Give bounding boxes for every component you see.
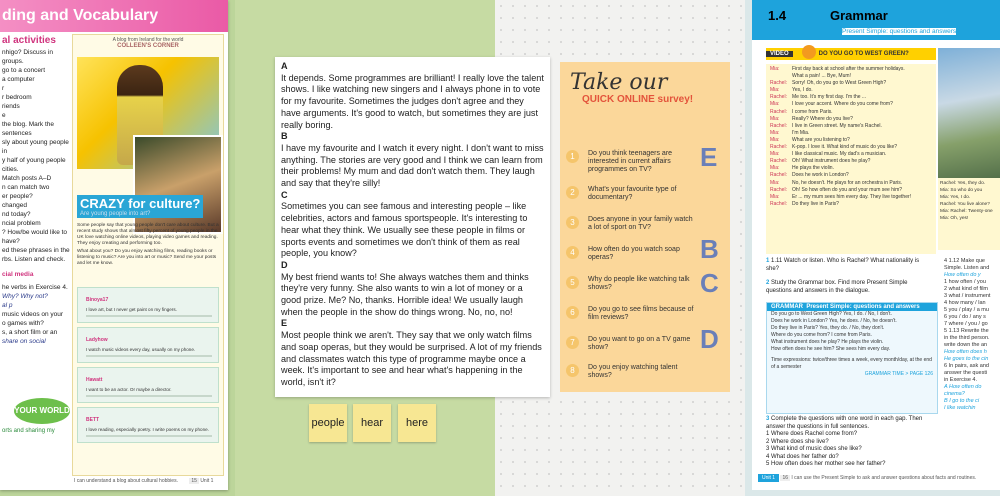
survey-title: Take our xyxy=(570,70,668,95)
section-label: A xyxy=(281,61,288,71)
text-line: go to a concert xyxy=(2,67,45,74)
survey-question xyxy=(566,364,696,380)
your-world-badge: YOUR WORLD xyxy=(14,398,70,424)
text-line: changed xyxy=(2,202,27,209)
question-column xyxy=(0,48,72,346)
question-text: Why do people like watching talk shows? xyxy=(588,276,690,291)
grammar-row: What instrument does he play? He plays the violin. xyxy=(771,339,884,345)
text-line: r bedroom xyxy=(2,94,32,101)
page-banner-title: ding and Vocabulary xyxy=(0,0,228,32)
question-number: 8 xyxy=(566,364,579,377)
dialogue-line: Rachel: K-pop. I love it. What kind of music do you like? xyxy=(770,144,898,151)
dialogue-line: Mia: Er ... my mum sees him every day. They live together! xyxy=(770,193,912,200)
survey-question xyxy=(566,306,696,322)
section-label: D xyxy=(281,259,288,270)
blog-header: A blog from Ireland for the world xyxy=(112,37,184,43)
survey-question xyxy=(566,246,696,262)
sticky-note-hear[interactable]: hear xyxy=(353,404,391,442)
dialogue-line: Mia: So who do you xyxy=(940,188,983,193)
blog-question: What about you? Do you enjoy watching films, reading books or listening to music? Are you into art or music? Send me your posts and let me know. xyxy=(77,249,217,266)
text-line: rbs. Listen and check. xyxy=(2,256,66,263)
dialogue-line: Mia: Yes, I do. xyxy=(770,87,813,94)
text-line: n can match two xyxy=(2,184,50,191)
footer-text: I can use the Present Simple to ask and answer questions about facts and routines. xyxy=(791,475,977,481)
dialogue-line: Rachel: Do they live in Paris? xyxy=(770,200,839,207)
page-number: 15 xyxy=(191,478,197,484)
dialogue-line: Mia: I love your accent. Where do you come from? xyxy=(770,101,893,108)
comment-author: Hawatt xyxy=(86,377,103,383)
text-line: y half of young people xyxy=(2,157,66,164)
dialogue-line: Rachel: Does he work in London? xyxy=(770,172,849,179)
video-label: VIDEO xyxy=(766,51,793,57)
question-text: Does anyone in your family watch a lot of sport on TV? xyxy=(588,216,693,231)
dialogue-line: Mia: He plays the violin. xyxy=(770,165,834,172)
section-text: Most people think we aren't. They say that we only watch films and soap operas, but they would be surprised. A lot of my friends and classmates watch this type of programme maybe once a week. It's important to see and hear what's happening in the world, isn't it? xyxy=(281,330,542,387)
text-line: s, a short film or an xyxy=(2,329,58,336)
museum-photo xyxy=(133,135,223,234)
dialogue-line: Mia: I'm Mia. xyxy=(770,129,810,136)
dialogue-line: Mia: Really? Where do you live? xyxy=(770,115,853,122)
page-number: 16 xyxy=(782,475,789,481)
survey-question xyxy=(566,150,696,174)
section-subheading: al activities xyxy=(2,35,56,46)
crazy-for-culture-title xyxy=(77,195,203,218)
video-title: DO YOU GO TO WEST GREEN? xyxy=(818,51,909,57)
dialogue-continuation xyxy=(938,178,1000,250)
text-line: e xyxy=(2,112,6,119)
comment-author: Ladyhow xyxy=(86,337,108,343)
exercise-item: 2 Where does she live? xyxy=(766,438,829,445)
question-number: 2 xyxy=(566,186,579,199)
section-text: It depends. Some programmes are brilliant! I really love the talent shows. I like watching new singers and I always phone in to vote for my favourite. Sometimes the judges don't agree and they have arguments. It's good to watch, but sometimes they are just really boring. xyxy=(281,72,544,130)
grammar-row: How often does he see him? She sees him every day. xyxy=(771,346,891,352)
question-text: Do you want to go on a TV game show? xyxy=(588,336,691,351)
comment-card xyxy=(77,407,219,443)
blog-panel xyxy=(72,34,224,476)
text-line: ed these phrases in the xyxy=(2,247,70,254)
text-line: ncial problem xyxy=(2,220,41,227)
survey-question xyxy=(566,216,696,232)
handwritten-answer: B xyxy=(700,234,719,264)
comment-card xyxy=(77,327,219,363)
exercise-1: 1 1.11 Watch or listen. Who is Rachel? What nationality is she? xyxy=(766,258,920,272)
exercise-item: 1 Where does Rachel come from? xyxy=(766,431,858,437)
survey-question xyxy=(566,276,696,292)
comment-author: BETT xyxy=(86,417,100,423)
exercise-item: 5 How often does her mother see her father? xyxy=(766,461,886,467)
footer-unit: Unit 1 xyxy=(758,474,779,482)
blog-corner-title: COLLEEN'S CORNER xyxy=(117,43,179,49)
footer-text: I can understand a blog about cultural hobbies. xyxy=(74,478,178,484)
grammar-row: Does he work in London? Yes, he does. / No, he doesn't. xyxy=(771,318,897,324)
dialogue-line: Mia: Yes, I do. xyxy=(940,195,971,200)
dialogue-line: Rachel: Oh! So how often do you and your mum see him? xyxy=(770,186,903,193)
grammar-row: Where do you come from? I come from Paris. xyxy=(771,332,872,338)
question-number: 6 xyxy=(566,306,579,319)
survey-subtitle: QUICK ONLINE survey! xyxy=(582,94,694,105)
grammar-box xyxy=(766,302,938,414)
dialogue-line: Rachel: Yes, they do. xyxy=(940,181,986,186)
handwritten-answer: D xyxy=(700,324,719,354)
section-label: E xyxy=(281,318,288,329)
text-line: nd today? xyxy=(2,211,31,218)
blog-body xyxy=(77,223,219,267)
question-text: How often do you watch soap operas? xyxy=(588,246,680,261)
survey-card[interactable] xyxy=(560,62,730,392)
page-footer xyxy=(752,474,1000,482)
survey-question xyxy=(566,336,696,352)
textbook-page-right[interactable] xyxy=(752,0,1000,490)
dialogue-line: Rachel: I come from Paris. xyxy=(770,108,833,115)
text-line: riends xyxy=(2,103,20,110)
right-column-exercises: 4 1.12 Make que Simple. Listen and How often do y 1 how often / you 2 what kind of film 3 what / instrument 4 how many / lan 5 you / play / a mu 6 you / do / any s 7 where / you / go 5 1.13 Rewrite the in the third person. write down the an How often does h He goes to the cin 6 In pairs, ask and answer the questi in Exercise 4. A How often do cinema? B I go to the ci I like watchin xyxy=(944,258,991,411)
text-line: the blog. Mark the sentences xyxy=(2,121,55,137)
dialogue-line: What a pain! ... Bye, Mum! xyxy=(792,73,851,80)
section-text: Sometimes you can see famous and interesting people – like celebrities, actors and famous sportspeople. It's interesting to hear what they think. We usually see these people in films or sports events and sometimes we don't think of them as real people, you know? xyxy=(281,201,528,259)
question-text: What's your favourite type of documentary? xyxy=(588,186,677,201)
question-number: 5 xyxy=(566,276,579,289)
grammar-row: Do they live in Paris? Yes, they do. / No, they don't. xyxy=(771,325,885,331)
grammar-box-title: GRAMMAR Present Simple: questions and answers xyxy=(767,303,937,311)
exercise-2: 2 Study the Grammar box. Find more Present Simple questions and answers in the dialogue. xyxy=(766,280,908,294)
exercise-3: 3 Complete the questions with one word in each gap. Then answer the questions in full sentences. 1 Where does Rachel come from? 2 Where does she live? 3 What kind of music does she like? 4 What does her father do? 5 How often does her mother see her father? xyxy=(766,416,931,469)
survey-question xyxy=(566,186,696,202)
exercise-item: 3 What kind of music does she like? xyxy=(766,446,862,452)
dialogue-line: Rachel: You live alone? xyxy=(940,202,990,207)
comment-text: I watch music videos every day, usually on my phone. xyxy=(86,347,196,352)
text-line: music videos on your xyxy=(2,311,64,318)
grammar-reference: GRAMMAR TIME > PAGE 126 xyxy=(864,371,933,377)
text-line: er people? xyxy=(2,193,33,200)
handwriting: Why? Why not? xyxy=(2,293,48,300)
section-label: B xyxy=(281,131,288,142)
handwritten-answer: E xyxy=(700,142,718,172)
text-line: o games with? xyxy=(2,320,44,327)
text-line: he verbs in Exercise 4. xyxy=(2,284,68,291)
comment-card xyxy=(77,287,219,323)
dialogue-line: Rachel: Me too. It's my first day. I'm the ... xyxy=(770,94,867,101)
text-line: a computer xyxy=(2,76,35,83)
question-number: 3 xyxy=(566,216,579,229)
video-strip xyxy=(766,48,936,60)
handwriting: share on social xyxy=(2,338,46,345)
reading-text-card[interactable] xyxy=(275,57,550,397)
grammar-row: Time expressions: twice/three times a week, every month/day, at the end of a semester xyxy=(771,357,932,370)
dialogue-line: Mia: No, he doesn't. He plays for an orchestra in Paris. xyxy=(770,179,903,186)
school-photo xyxy=(938,48,1000,178)
grammar-row: Do you go to West Green High? Yes, I do. / No, I don't. xyxy=(771,311,892,317)
text-line: ? How/be would like to have? xyxy=(2,229,68,245)
section-text: My best friend wants to! She always watches them and thinks they're very funny. She also wants to win a lot of money or a good prize. Me? No, thanks. Horrible idea! We usually laugh when the people in the show do things wrong. No, no, no! xyxy=(281,271,529,317)
text-line: sly about young people in xyxy=(2,139,69,155)
your-world-note: orts and sharing my xyxy=(2,428,55,434)
crazy-subtitle: Are young people into art? xyxy=(80,211,151,217)
question-number: 4 xyxy=(566,246,579,259)
crazy-title-text: CRAZY for culture? xyxy=(80,196,201,211)
comment-text: I want to be an actor. Or maybe a director. xyxy=(86,387,172,392)
lesson-subtitle: Present Simple: questions and answers xyxy=(842,28,957,35)
lesson-number: 1.4 xyxy=(768,8,787,23)
dialogue-line: Mia: I like classical music. My dad's a musician. xyxy=(770,151,887,158)
question-number: 7 xyxy=(566,336,579,349)
text-line: r xyxy=(2,85,5,92)
exercise-item: 4 What does her father do? xyxy=(766,453,839,460)
lesson-title: Grammar xyxy=(830,8,888,23)
text-line: Match posts A–D xyxy=(2,175,52,182)
comment-text: I love art, but I never get paint on my fingers. xyxy=(86,307,177,312)
dialogue-line: Rachel: I live in Green street. My name's Rachel. xyxy=(770,122,882,129)
dialogue-line: Rachel: Sorry! Oh, do you go to West Green High? xyxy=(770,80,887,87)
comment-author: Binoya17 xyxy=(86,297,109,303)
sticky-note-people[interactable]: people xyxy=(309,404,347,442)
blog-paragraph: Some people say that young people don't care about culture. But a recent study shows that almost fifty percent of young people in the UK love watching online videos, playing video games and reading. They enjoy creating and performing too. xyxy=(77,223,219,246)
sticky-note-here[interactable]: here xyxy=(398,404,436,442)
comment-text: I love reading, especially poetry. I write poems on my phone. xyxy=(86,427,209,432)
play-icon[interactable] xyxy=(802,45,816,59)
dialogue-line: Mia: First day back at school after the summer holidays. xyxy=(770,66,905,72)
question-text: Do you go to see films because of film reviews? xyxy=(588,306,694,321)
textbook-page-left[interactable] xyxy=(0,0,228,490)
question-text: Do you think teenagers are interested in current affairs programmes on TV? xyxy=(588,150,673,173)
text-line: nhigo? Discuss in groups. xyxy=(2,49,53,65)
text-line: cial media xyxy=(2,271,34,278)
handwritten-answer: C xyxy=(700,268,719,298)
footer-unit: Unit 1 xyxy=(200,478,214,484)
question-text: Do you enjoy watching talent shows? xyxy=(588,364,678,379)
section-text: I have my favourite and I watch it every night. I don't want to miss anything. The stories are very good and I think we can learn from their problems! My mum and dad don't watch them. They laugh and say that they're silly! xyxy=(281,142,544,189)
section-label: C xyxy=(281,189,288,200)
question-number: 1 xyxy=(566,150,579,163)
dialogue-line: Mia: What are you listening to? xyxy=(770,136,850,143)
dialogue-line: Rachel: Oh! What instrument does he play? xyxy=(770,158,871,165)
dialogue-line: Mia: Oh, yes! xyxy=(940,216,969,221)
text-line: cities. xyxy=(2,166,19,173)
dialogue-box xyxy=(766,64,936,254)
comment-card xyxy=(77,367,219,403)
page-footer xyxy=(74,478,213,484)
dialogue-line: Mia: Rachel: Twenty-one xyxy=(940,209,993,214)
handwriting: al p xyxy=(2,302,13,309)
